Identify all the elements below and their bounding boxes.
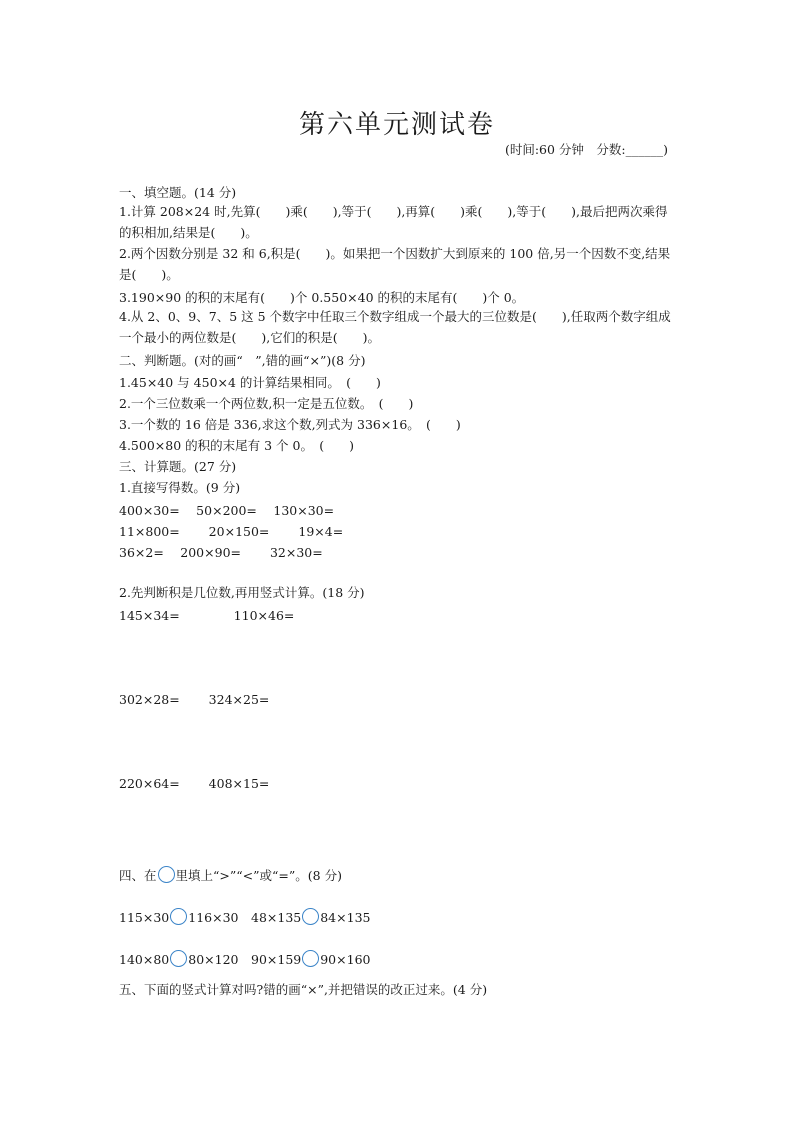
section1-heading: 一、填空题。(14 分) — [119, 185, 237, 200]
vertical-calc-row-2: 302×28= 324×25= — [119, 692, 270, 707]
calc-row-3: 36×2= 200×90= 32×30= — [119, 545, 323, 560]
compare-circle-4[interactable] — [302, 950, 319, 967]
compare-row-1 — [119, 908, 370, 926]
section2-heading: 二、判断题。(对的画“ ”,错的画“×”)(8 分) — [119, 353, 366, 368]
section2-q2: 2.一个三位数乘一个两位数,积一定是五位数。 ( ) — [119, 396, 414, 411]
time-score-info: (时间:60 分钟 分数:______) — [504, 142, 668, 157]
section1-q1: 1.计算 208×24 时,先算( )乘( ),等于( ),再算( )乘( ),等于( ),最后把两次乘得的积相加,结果是( )。 — [119, 204, 668, 240]
calc-row-1: 400×30= 50×200= 130×30= — [119, 503, 335, 518]
section1-q2: 2.两个因数分别是 32 和 6,积是( )。如果把一个因数扩大到原来的 100 倍,另一个因数不变,结果是( )。 — [119, 246, 671, 282]
section1-q3: 3.190×90 的积的末尾有( )个 0.550×40 的积的末尾有( )个 0。 — [119, 290, 525, 305]
compare-circle-2[interactable] — [302, 908, 319, 925]
section3-heading: 三、计算题。(27 分) — [119, 459, 237, 474]
compare-row-2 — [119, 950, 370, 968]
section3-sub2: 2.先判断积是几位数,再用竖式计算。(18 分) — [119, 585, 365, 600]
compare-a3: 84×135 — [320, 910, 371, 925]
compare-circle-3[interactable] — [170, 950, 187, 967]
calc-row-2: 11×800= 20×150= 19×4= — [119, 524, 344, 539]
section1-q4: 4.从 2、0、9、7、5 这 5 个数字中任取三个数字组成一个最大的三位数是( ),任取两个数字组成一个最小的两位数是( ),它们的积是( )。 — [119, 309, 671, 345]
section4-heading-part2: 里填上“>”“<”或“=”。(8 分) — [175, 868, 342, 883]
compare-b3: 90×160 — [320, 952, 371, 967]
circle-icon — [158, 866, 175, 883]
compare-b2: 80×120 90×159 — [188, 952, 302, 967]
vertical-calc-row-1: 145×34= 110×46= — [119, 608, 295, 623]
section2-q3: 3.一个数的 16 倍是 336,求这个数,列式为 336×16。 ( ) — [119, 417, 461, 432]
section5-heading: 五、下面的竖式计算对吗?错的画“×”,并把错误的改正过来。(4 分) — [119, 982, 488, 997]
vertical-calc-row-3: 220×64= 408×15= — [119, 776, 270, 791]
section2-q4: 4.500×80 的积的末尾有 3 个 0。 ( ) — [119, 438, 354, 453]
section4-heading-part1: 四、在 — [119, 868, 157, 883]
section3-sub1: 1.直接写得数。(9 分) — [119, 480, 241, 495]
section4-heading — [119, 866, 342, 884]
compare-circle-1[interactable] — [170, 908, 187, 925]
compare-b1: 140×80 — [119, 952, 170, 967]
compare-a2: 116×30 48×135 — [188, 910, 302, 925]
section2-q1: 1.45×40 与 450×4 的计算结果相同。 ( ) — [119, 375, 381, 390]
page-title: 第六单元测试卷 — [298, 110, 495, 140]
compare-a1: 115×30 — [119, 910, 170, 925]
